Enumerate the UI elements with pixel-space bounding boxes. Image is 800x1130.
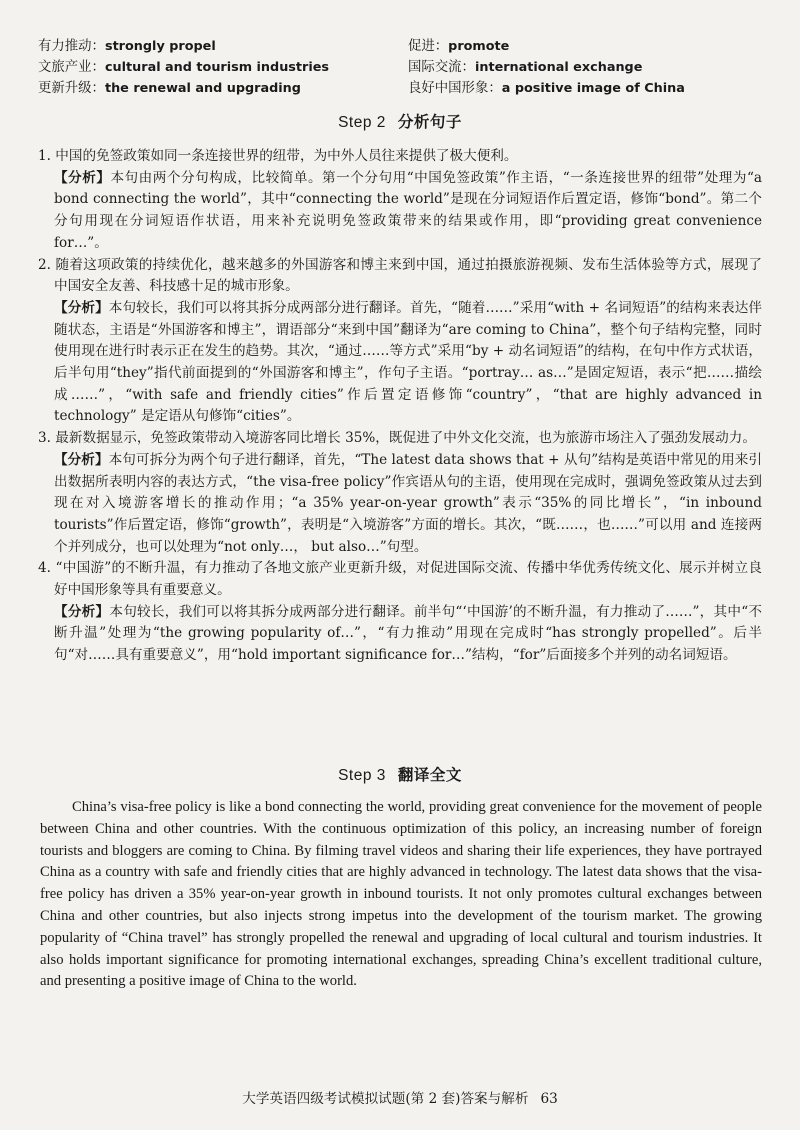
list-item xyxy=(38,255,762,429)
vocab-zh: 良好中国形象： xyxy=(408,81,502,96)
analysis-paragraph xyxy=(38,298,762,428)
vocab-en: a positive image of China xyxy=(501,81,685,96)
vocab-en: international exchange xyxy=(474,60,643,75)
vocabulary-column-right xyxy=(408,36,685,99)
vocab-zh: 有力推动： xyxy=(38,39,105,54)
step3-heading xyxy=(0,763,800,785)
analysis-tag: 【分析】 xyxy=(54,451,109,468)
analysis-text: 本句由两个分句构成，比较简单。第一个分句用“中国免签政策”作主语，“一条连接世界的纽带”处理为“a bond connecting the world”，其中“connecting the world”是现在分词短语作后置定语，修饰“bond”。第二个分句用现在分词短语作状语，用来补充说明免签政策带来的结果或作用，即“providing great convenience for…”。 xyxy=(54,169,762,251)
list-item xyxy=(38,428,762,558)
vocab-en: the renewal and upgrading xyxy=(104,81,301,96)
source-sentence: 1. 中国的免签政策如同一条连接世界的纽带，为中外人员往来提供了极大便利。 xyxy=(38,148,518,164)
analysis-paragraph xyxy=(38,602,762,667)
list-item xyxy=(38,558,762,667)
step3-title: 翻译全文 xyxy=(397,765,462,784)
analysis-tag: 【分析】 xyxy=(54,603,110,620)
step3-number: Step 3 xyxy=(338,767,386,784)
vocab-en: promote xyxy=(448,39,510,54)
vocab-entry xyxy=(408,57,685,78)
vocab-entry xyxy=(38,78,329,99)
page-footer xyxy=(0,1087,800,1107)
vocab-zh: 促进： xyxy=(408,39,449,54)
list-item xyxy=(38,146,762,255)
analysis-tag: 【分析】 xyxy=(54,299,109,316)
step2-heading xyxy=(0,110,800,132)
analysis-paragraph xyxy=(38,450,762,559)
analysis-text: 本句较长，我们可以将其拆分成两部分进行翻译。首先，“随着……”采用“with + 名词短语”的结构来表达伴随状态，主语是“外国游客和博主”，谓语部分“来到中国”翻译为“are coming to China”，整个句子结构完整，同时使用现在进行时表示正在发生的趋势。其次，“通过……等方式”采用“by + 动名词短语”的结构，在句中作方式状语，后半句用“they”指代前面提到的“外国游客和博主”，作句子主语。“portray… as…”是固定短语，表示“把……描绘成……”，“with safe and friendly cities”作后置定语修饰“country”，“that are highly advanced in technology” 是定语从句修饰“cities”。 xyxy=(54,299,762,425)
full-translation: China’s visa-free policy is like a bond connecting the world, providing great convenience for the movement of people between China and other countries. With the continuous optimization of this policy, an increasing number of foreign tourists and bloggers are coming to China. By filming travel videos and sharing their life experiences, they have portrayed China as a country with safe and friendly cities that are highly advanced in technology. The latest data shows that the visa-free policy has driven a 35% year-on-year growth in inbound tourists. It not only promotes cultural exchanges between China and other countries, but also injects strong impetus into the development of the tourism market. The growing popularity of “China travel” has strongly propelled the renewal and upgrading of local cultural and tourism industries. It also holds important significance for promoting international exchanges, spreading China’s excellent traditional culture, and presenting a positive image of China to the world. xyxy=(40,799,762,990)
page-number: 63 xyxy=(540,1091,558,1107)
vocab-entry xyxy=(38,57,329,78)
analysis-text: 本句较长，我们可以将其拆分成两部分进行翻译。前半句“‘中国游’的不断升温，有力推动了……”，其中“不断升温”处理为“the growing popularity of…”，“有力推动”用现在完成时“has strongly propelled”。后半句“对……具有重要意义”，用“hold important significance for…”结构，“for”后面接多个并列的动名词短语。 xyxy=(54,603,762,664)
vocabulary-block xyxy=(38,36,762,100)
vocab-en: strongly propel xyxy=(104,39,216,54)
footer-title: 大学英语四级考试模拟试题(第 2 套)答案与解析 xyxy=(242,1091,529,1107)
analysis-list xyxy=(38,146,762,667)
vocab-en: cultural and tourism industries xyxy=(104,60,330,75)
vocab-zh: 更新升级： xyxy=(38,81,105,96)
analysis-tag: 【分析】 xyxy=(54,169,111,186)
vocab-entry xyxy=(408,78,685,99)
vocabulary-column-left xyxy=(38,36,329,99)
vocab-zh: 文旅产业： xyxy=(38,60,105,75)
analysis-paragraph xyxy=(38,168,762,255)
source-sentence: 3. 最新数据显示，免签政策带动入境游客同比增长 35%，既促进了中外文化交流，也为旅游市场注入了强劲发展动力。 xyxy=(38,430,756,447)
source-sentence: 4. “中国游”的不断升温，有力推动了各地文旅产业更新升级，对促进国际交流、传播中华优秀传统文化、展示并树立良好中国形象等具有重要意义。 xyxy=(38,560,762,599)
vocab-entry xyxy=(408,36,685,57)
vocab-entry xyxy=(38,36,329,57)
step2-title: 分析句子 xyxy=(397,112,462,131)
vocab-zh: 国际交流： xyxy=(408,60,475,75)
source-sentence: 2. 随着这项政策的持续优化，越来越多的外国游客和博主来到中国，通过拍摄旅游视频、发布生活体验等方式，展现了中国安全友善、科技感十足的城市形象。 xyxy=(38,256,762,295)
step2-number: Step 2 xyxy=(338,114,386,131)
analysis-text: 本句可拆分为两个句子进行翻译，首先，“The latest data shows that + 从句”结构是英语中常见的用来引出数据所表明内容的表达方式，“the visa-free policy”作宾语从句的主语，使用现在完成时，强调免签政策从过去到现在对入境游客增长的推动作用；“a 35% year-on-year growth”表示“35%的同比增长”，“in inbound tourists”作后置定语，修饰“growth”，表明是“入境游客”方面的增长。其次，“既……，也……”可以用 and 连接两个并列成分，也可以处理为“not only…， but also…”句型。 xyxy=(54,451,762,555)
